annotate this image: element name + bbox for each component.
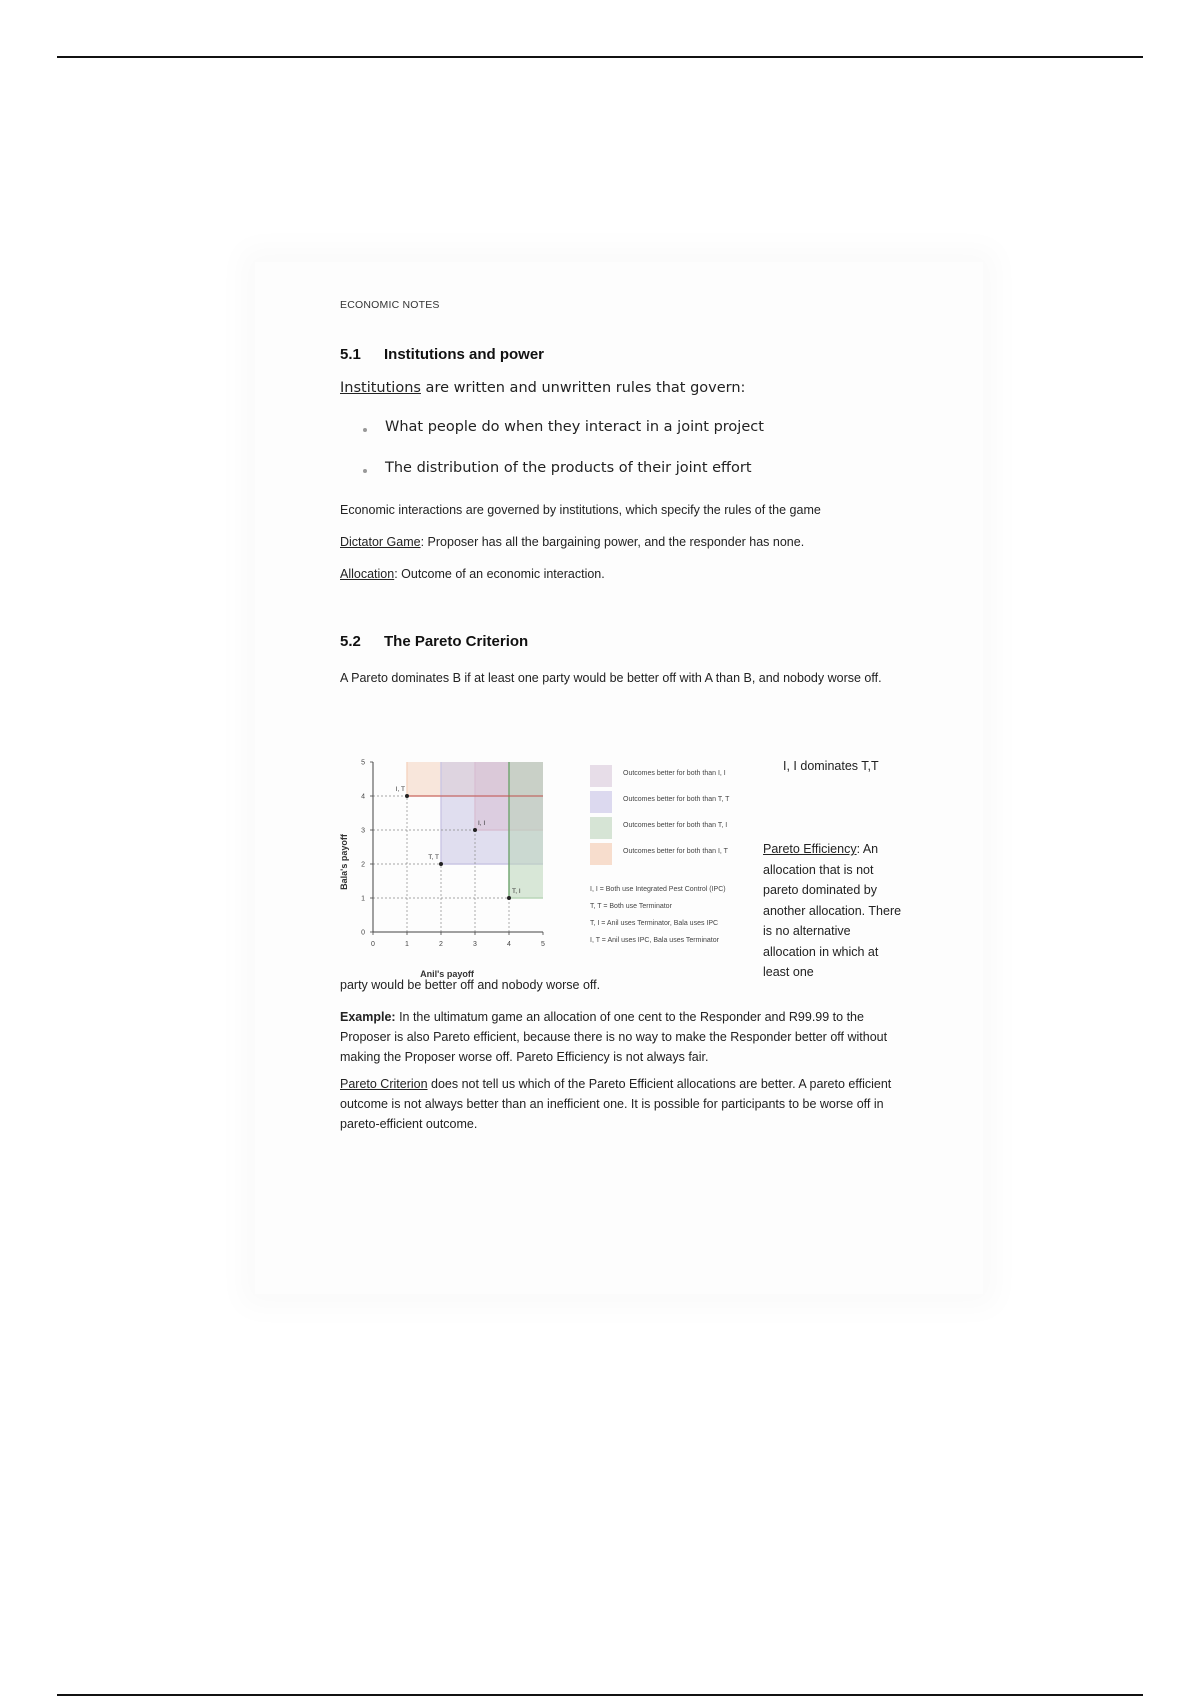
x-tick-label: 3 — [473, 941, 477, 948]
section-5-1-heading — [340, 346, 544, 363]
pareto-criterion-paragraph — [340, 1074, 905, 1134]
pareto-chart — [335, 752, 545, 982]
point-label: I, T — [395, 786, 405, 793]
y-tick-label: 1 — [361, 895, 365, 903]
x-axis-label: Anil's payoff — [420, 969, 474, 979]
x-tick-label: 1 — [405, 941, 409, 948]
point-label: T, I — [512, 888, 521, 895]
section-title: Institutions and power — [384, 346, 544, 363]
x-tick-label: 0 — [371, 941, 375, 948]
strategy-key-item: I, I = Both use Integrated Pest Control (IPC) — [590, 886, 726, 893]
point-label: I, I — [478, 820, 486, 827]
term-pareto-efficiency: Pareto Efficiency — [763, 842, 857, 856]
example-label: Example: — [340, 1010, 396, 1024]
x-tick-label: 4 — [507, 941, 511, 948]
legend-label: Outcomes better for both than T, T — [623, 796, 730, 803]
y-tick-label: 4 — [361, 793, 365, 801]
paragraph: Economic interactions are governed by institutions, which specify the rules of the game — [340, 503, 821, 517]
data-point — [507, 896, 511, 900]
dictator-game-definition — [340, 532, 804, 552]
y-axis-label: Bala's payoff — [339, 834, 349, 890]
example-paragraph — [340, 1007, 905, 1067]
bullet-item: What people do when they interact in a joint project — [385, 419, 764, 435]
running-header: ECONOMIC NOTES — [340, 299, 440, 311]
definition-text: : An allocation that is not pareto dominated by another allocation. There is no alternative allocation in which at least one — [763, 842, 902, 979]
legend-swatch — [590, 765, 612, 787]
x-tick-label: 2 — [439, 941, 443, 948]
pareto-efficiency-continued: party would be better off and nobody worse off. — [340, 978, 601, 992]
y-tick-label: 2 — [361, 861, 365, 869]
bullet-dot — [363, 428, 367, 432]
bullet-dot — [363, 469, 367, 473]
definition-text: : Proposer has all the bargaining power, and the responder has none. — [420, 535, 805, 549]
term-pareto-criterion: Pareto Criterion — [340, 1077, 428, 1091]
section-number: 5.1 — [340, 346, 361, 363]
y-tick-label: 5 — [361, 759, 365, 767]
pareto-criterion-text: does not tell us which of the Pareto Efficient allocations are better. A pareto efficient outcome is not always better than an inefficient one. It is possible for participants to be worse off in pareto-efficient outcome. — [340, 1077, 892, 1131]
point-label: T, T — [428, 854, 439, 861]
legend-swatch — [590, 791, 612, 813]
pareto-dominance-paragraph: A Pareto dominates B if at least one party would be better off with A than B, and nobody worse off. — [340, 671, 882, 685]
data-point — [473, 828, 477, 832]
y-tick-label: 3 — [361, 827, 365, 835]
bottom-rule — [57, 1694, 1143, 1696]
legend-label: Outcomes better for both than I, I — [623, 770, 726, 777]
document-page — [255, 262, 983, 1294]
bullet-item: The distribution of the products of their joint effort — [385, 460, 752, 476]
strategy-key-item: T, T = Both use Terminator — [590, 903, 672, 910]
pareto-efficiency-definition — [763, 839, 903, 983]
legend-swatch — [590, 843, 612, 865]
side-note: I, I dominates T,T — [783, 759, 879, 773]
section-title: The Pareto Criterion — [384, 633, 529, 650]
legend-label: Outcomes better for both than I, T — [623, 848, 728, 855]
example-text: In the ultimatum game an allocation of one cent to the Responder and R99.99 to the Proposer is also Pareto efficient, because there is no way to make the Responder better off without making the Proposer worse off. Pareto Efficiency is not always fair. — [340, 1010, 888, 1064]
x-tick-label: 5 — [541, 941, 545, 948]
data-point — [439, 862, 443, 866]
data-point — [405, 794, 409, 798]
legend-swatch — [590, 817, 612, 839]
dominance-region — [509, 762, 543, 898]
definition-text: are written and unwritten rules that govern: — [420, 380, 746, 396]
section-5-2-heading — [340, 633, 528, 650]
y-tick-label: 0 — [361, 929, 365, 937]
strategy-key-item: T, I = Anil uses Terminator, Bala uses IPC — [590, 920, 719, 927]
term-institutions: Institutions — [340, 380, 421, 396]
section-number: 5.2 — [340, 633, 361, 650]
top-rule — [57, 56, 1143, 58]
definition-text: : Outcome of an economic interaction. — [394, 567, 605, 581]
term-dictator-game: Dictator Game — [340, 535, 421, 549]
institutions-definition — [340, 380, 745, 396]
legend-label: Outcomes better for both than T, I — [623, 822, 728, 829]
strategy-key-item: I, T = Anil uses IPC, Bala uses Terminator — [590, 937, 719, 944]
term-allocation: Allocation — [340, 567, 395, 581]
allocation-definition — [340, 564, 605, 584]
